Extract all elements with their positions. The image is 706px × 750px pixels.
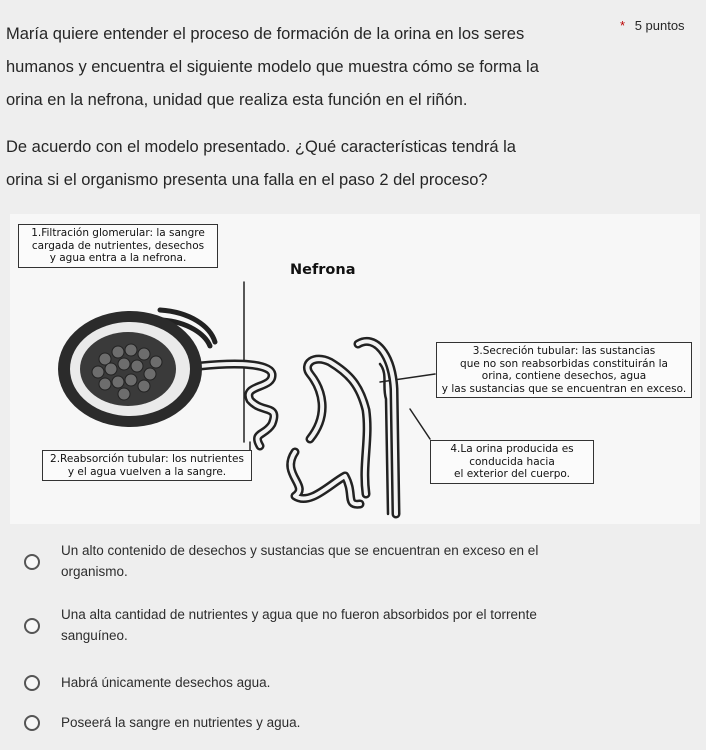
label-step-3 [436,342,692,398]
blood-vessel [380,364,388,514]
option-line: Un alto contenido de desechos y sustancias que se encuentran en exceso en el [61,543,539,558]
radio-button[interactable] [24,554,40,570]
connector-line [410,409,430,439]
label-line: y el agua vuelven a la sangre. [67,465,227,478]
label-step-4 [430,440,594,484]
question-line: orina si el organismo presenta una falla en el paso 2 del proceso? [6,171,488,189]
answer-option[interactable] [0,540,706,586]
label-line: el exterior del cuerpo. [454,468,570,480]
option-line: sanguíneo. [61,628,128,643]
label-line: 1.Filtración glomerular: la sangre [31,227,205,239]
question-line: humanos y encuentra el siguiente modelo que muestra cómo se forma la [6,58,539,76]
label-line: orina, contiene desechos, agua [481,370,647,382]
option-line: organismo. [61,564,128,579]
figure-title: Nefrona [290,262,356,278]
radio-button[interactable] [24,715,40,731]
label-line: conducida hacia [469,455,555,468]
question-text [6,18,616,197]
label-line: 2.Reabsorción tubular: los nutrientes [50,453,244,465]
label-line: que no son reabsorbidas constituirán la [460,357,668,370]
radio-button[interactable] [24,675,40,691]
option-line: Una alta cantidad de nutrientes y agua que no fueron absorbidos por el torrente [61,607,537,622]
question-line: De acuerdo con el modelo presentado. ¿Qué características tendrá la [6,138,516,156]
question-line: María quiere entender el proceso de formación de la orina en los seres [6,25,525,43]
label-step-1 [18,224,218,268]
label-line: y las sustancias que se encuentran en exceso. [441,382,687,395]
question-line: orina en la nefrona, unidad que realiza esta función en el riñón. [6,91,468,109]
bowman-capsule [58,311,202,427]
required-mark: * [620,18,626,33]
points-indicator [620,18,685,33]
label-line: 4.La orina producida es [450,443,574,455]
label-line: cargada de nutrientes, desechos [31,239,205,252]
nephron-figure [10,214,700,524]
answer-option[interactable] [0,672,706,696]
label-line: 3.Secreción tubular: las sustancias [472,345,656,357]
option-text[interactable] [61,540,661,582]
points-label: 5 puntos [634,18,685,33]
answer-option[interactable] [0,712,706,736]
radio-button[interactable] [24,618,40,634]
label-step-2 [42,450,252,481]
option-text[interactable]: Habrá únicamente desechos agua. [61,675,271,690]
option-text[interactable]: Poseerá la sangre en nutrientes y agua. [61,715,301,730]
option-text[interactable] [61,604,661,646]
answer-option[interactable] [0,604,706,650]
label-line: y agua entra a la nefrona. [49,252,187,264]
